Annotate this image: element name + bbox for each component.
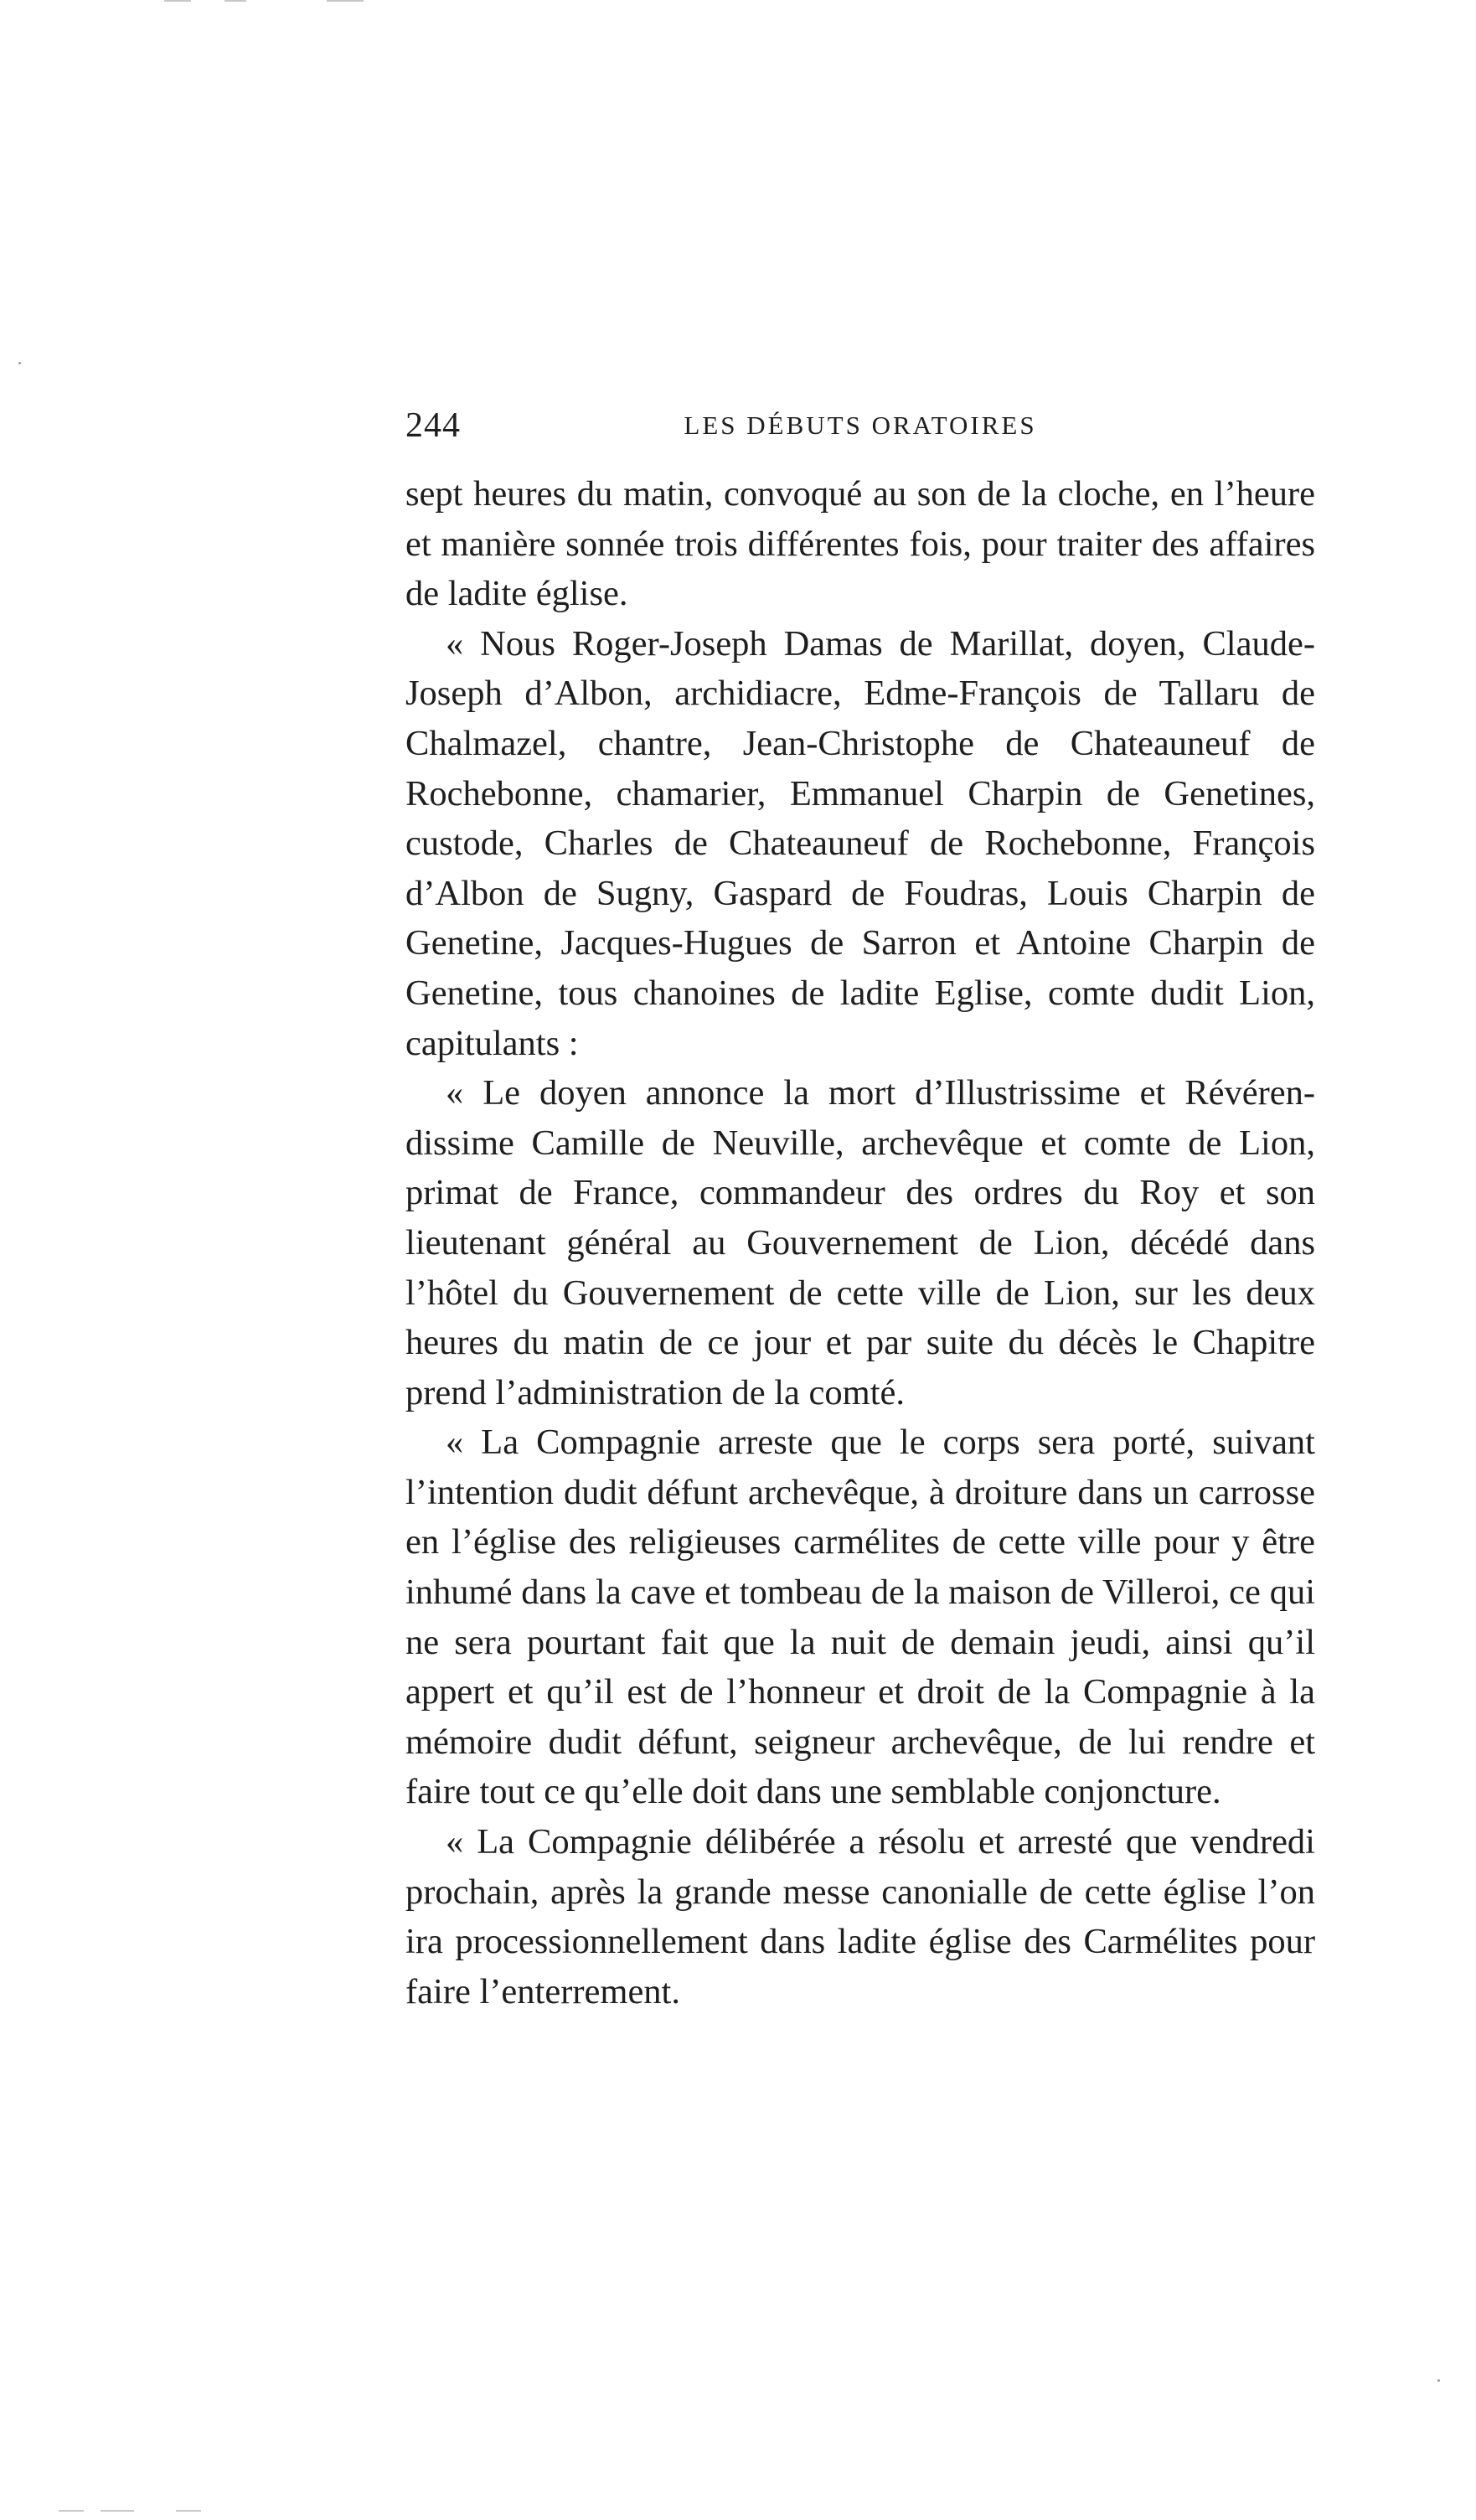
paragraph-chapter-members: « Nous Roger-Joseph Damas de Marillat, doyen, Claude-Joseph d’Albon, archidiacre, Edme-François de Tallaru de Chalmazel, chantre, Jean-Christophe de Chateauneuf de Rochebonne, chamarier, Emmanuel Charpin de Genetines, custode, Charles de Chateauneuf de Rochebonne, François d’Albon de Sugny, Gaspard de Foudras, Louis Charpin de Genetine, Jacques-Hugues de Sarron et Antoine Charpin de Genetine, tous chanoines de ladite Eglise, comte dudit Lion, capitulants : [405,623,1315,1063]
scan-edge-mark [176,2510,201,2512]
paragraph-death-announcement: « Le doyen annonce la mort d’Illustrissime et Révérendissime Camille de Neuville, archevêque et comte de Lion, primat de France, commandeur des ordres du Roy et son lieutenant général au Gouvernement de Lion, décédé dans l’hôtel du Gouvernement de cette ville de Lion, sur les deux heures du matin de ce jour et par suite du décès le Chapitre prend l’administration de la comté. [405,1073,1315,1412]
scan-speck [18,362,21,364]
paragraph-procession-resolution: « La Compagnie délibérée a résolu et arresté que vendredi prochain, après la grande messe canonialle de cette église l’on ira processionnellement dans ladite église des Carmélites pour faire l’enterrement. [405,1822,1315,2011]
running-title: LES DÉBUTS ORATOIRES [684,411,1037,440]
scan-edge-mark [59,2510,84,2512]
scan-edge-mark [224,0,246,2]
paragraph-burial-decision: « La Compagnie arreste que le corps sera porté, suivant l’intention dudit défunt archevêque, à droiture dans un carrosse en l’église des religieuses carmélites de cette ville pour y être inhumé dans la cave et tombeau de la maison de Villeroi, ce qui ne sera pourtant fait que la nuit de demain jeudi, ainsi qu’il appert et qu’il est de l’honneur et droit de la Compagnie à la mémoire dudit défunt, seigneur archevêque, de lui rendre et faire tout ce qu’elle doit dans une semblable conjoncture. [405,1423,1315,1812]
running-head [405,405,1315,446]
scan-speck [1437,2379,1440,2382]
body-text [405,469,1315,2017]
scan-edge-mark [164,0,191,2]
scan-edge-mark [101,2510,134,2512]
page-number: 244 [405,406,461,445]
paragraph-continuation: sept heures du matin, convoqué au son de la cloche, en l’heure et manière sonnée trois différentes fois, pour traiter des affaires de ladite église. [405,474,1315,614]
scan-edge-mark [327,0,364,2]
